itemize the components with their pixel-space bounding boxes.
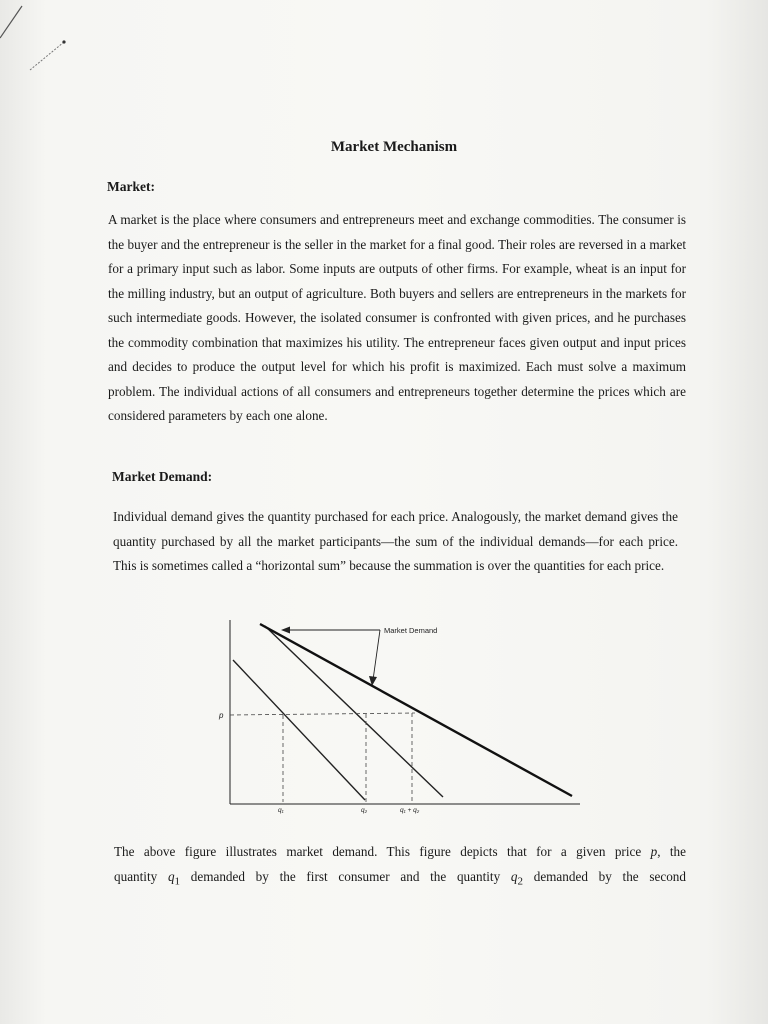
pen-mark: [0, 0, 80, 90]
section-heading-market-demand: Market Demand:: [112, 469, 213, 484]
explanation-line-1: The above figure illustrates market demand. This figure depicts that for a given price p, the: [114, 844, 686, 859]
x-tick-q1: q₁: [278, 807, 284, 814]
explanation-line-2: quantity $q_1$ demanded by the first consumer and the quantity $q_2$ demanded by the second: [114, 868, 686, 888]
demand-curve-1: [233, 660, 365, 800]
pointer-arrow-down: [373, 630, 380, 680]
market-demand-paragraph: Individual demand gives the quantity purchased for each price. Analogously, the market demand gives the quantity purchased by all the market participants—the sum of the individual demands—for each price. This is sometimes called a “horizontal sum” because the summation is over the quantities for each price.: [113, 509, 678, 573]
market-paragraph: A market is the place where consumers and entrepreneurs meet and exchange commodities. The consumer is the buyer and the entrepreneur is the seller in the market for a final good. Their roles are reversed in a market for a primary input such as labor. Some inputs are outputs of other firms. For example, wheat is an input for the milling industry, but an output of agriculture. Both buyers and sellers are entrepreneurs in the markets for such intermediate goods. However, the isolated consumer is confronted with given prices, and he purchases the commodity combination that maximizes his utility. The entrepreneur faces given output and input prices and decides to produce the output level for which his profit is maximized. Each must solve a maximum problem. The individual actions of all consumers and entrepreneurs together determine the prices which are considered parameters by each one alone.: [108, 212, 686, 423]
price-guide: [230, 713, 415, 715]
section-heading-market: Market:: [107, 179, 155, 194]
market-demand-label: Market Demand: [384, 626, 438, 635]
figure-explanation-paragraph: [114, 840, 686, 894]
x-tick-q2: q₂: [361, 807, 368, 814]
pointer-arrowhead-left: [281, 627, 290, 634]
x-tick-q1-plus-q2: q₁ + q₂: [400, 807, 420, 814]
y-axis-label-p: p: [219, 711, 224, 720]
page-title: Market Mechanism: [330, 139, 458, 155]
market-demand-figure: [215, 612, 585, 822]
